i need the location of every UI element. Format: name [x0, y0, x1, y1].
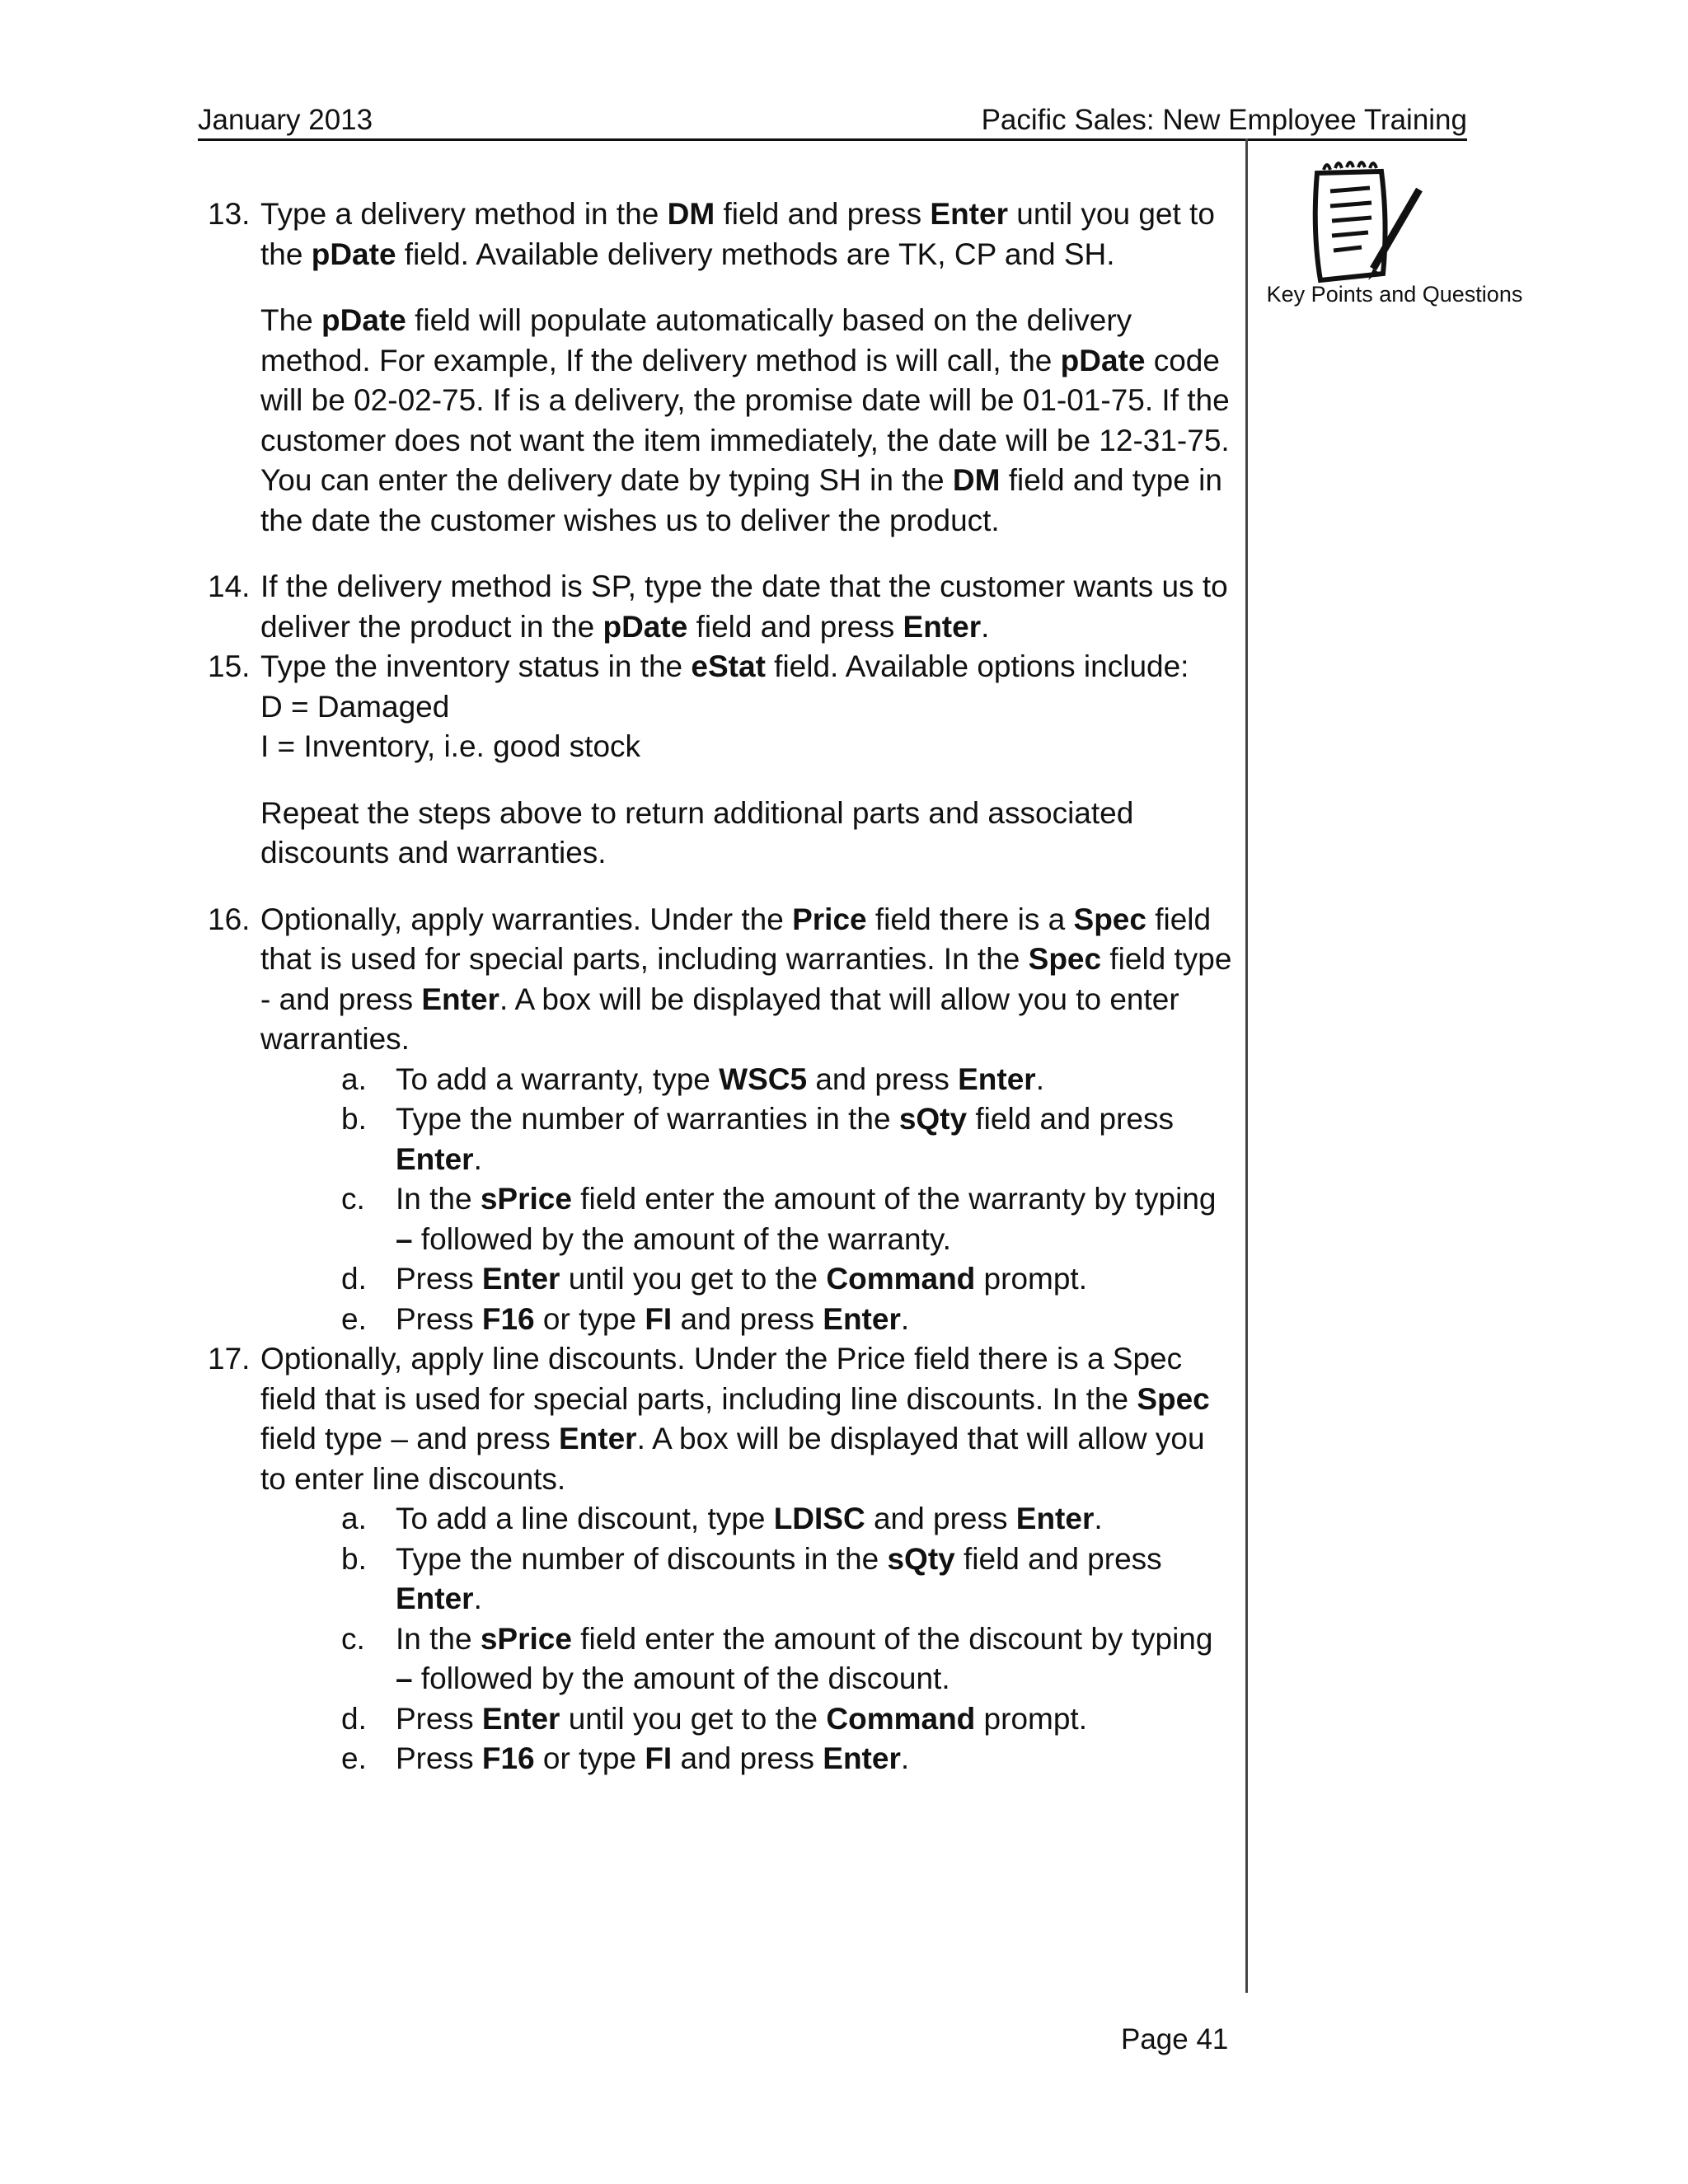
key-points-label: Key Points and Questions	[1266, 282, 1523, 307]
page-header	[198, 96, 1467, 141]
step-number: 16.	[208, 902, 251, 936]
step-16: 16. Optionally, apply warranties. Under the Price field there is a Spec field that is used for special parts, including warranties. In the Spec field type - and press Enter. A box will be displayed that will allow you to enter warranties.	[208, 900, 1238, 1060]
option-inventory: I = Inventory, i.e. good stock	[260, 729, 641, 763]
step-14: 14. If the delivery method is SP, type the date that the customer wants us to deliver the product in the pDate field and press Enter.	[208, 567, 1238, 647]
step-number: 15.	[208, 649, 251, 683]
repeat-note: Repeat the steps above to return additional parts and associated discounts and warranties.	[260, 795, 1134, 869]
step-17-a: a. To add a line discount, type LDISC and press Enter.	[341, 1502, 1103, 1535]
step-17-b: b. Type the number of discounts in the sQty field and press Enter.	[341, 1541, 1162, 1615]
step-17-c: c. In the sPrice field enter the amount of the discount by typing – followed by the amount of the discount.	[341, 1621, 1213, 1695]
step-15: 15. Type the inventory status in the eStat field. Available options include: D = Damaged I = Inventory, i.e. good stock	[208, 647, 1238, 767]
notepad-pen-icon	[1302, 157, 1434, 288]
step-number: 14.	[208, 569, 251, 603]
header-date: January 2013	[198, 104, 373, 136]
header-title: Pacific Sales: New Employee Training	[981, 104, 1467, 136]
step-16-a: a. To add a warranty, type WSC5 and press Enter.	[341, 1062, 1044, 1096]
margin-divider	[1245, 138, 1248, 1993]
step-16-e: e. Press F16 or type FI and press Enter.	[341, 1301, 910, 1336]
step-17-d: d. Press Enter until you get to the Command prompt.	[341, 1701, 1087, 1736]
step-13-note: The pDate field will populate automatically based on the delivery method. For example, If the delivery method is will call, the pDate code will be 02-02-75. If is a delivery, the promise date will be 01-01-75. If the customer does not want the item immediately, the date will be 12-31-75. You can enter the delivery date by typing SH in the DM field and type in the date the customer wishes us to deliver the product.	[260, 303, 1230, 537]
step-17: 17. Optionally, apply line discounts. Under the Price field there is a Spec field that is used for special parts, including line discounts. In the Spec field type – and press Enter. A box will be displayed that will allow you to enter line discounts.	[208, 1339, 1238, 1499]
step-13: 13. Type a delivery method in the DM field and press Enter until you get to the pDate field. Available delivery methods are TK, CP and SH.	[208, 194, 1238, 274]
step-16-c: c. In the sPrice field enter the amount of the warranty by typing – followed by the amount of the warranty.	[341, 1182, 1217, 1256]
page-number: Page 41	[1121, 2023, 1229, 2055]
step-16-b: b. Type the number of warranties in the sQty field and press Enter.	[341, 1102, 1175, 1176]
document-body	[208, 194, 1238, 1779]
step-number: 17.	[208, 1342, 251, 1376]
step-16-d: d. Press Enter until you get to the Command prompt.	[341, 1262, 1087, 1296]
step-number: 13.	[208, 197, 251, 231]
step-17-e: e. Press F16 or type FI and press Enter.	[341, 1741, 910, 1775]
option-damaged: D = Damaged	[260, 689, 450, 724]
